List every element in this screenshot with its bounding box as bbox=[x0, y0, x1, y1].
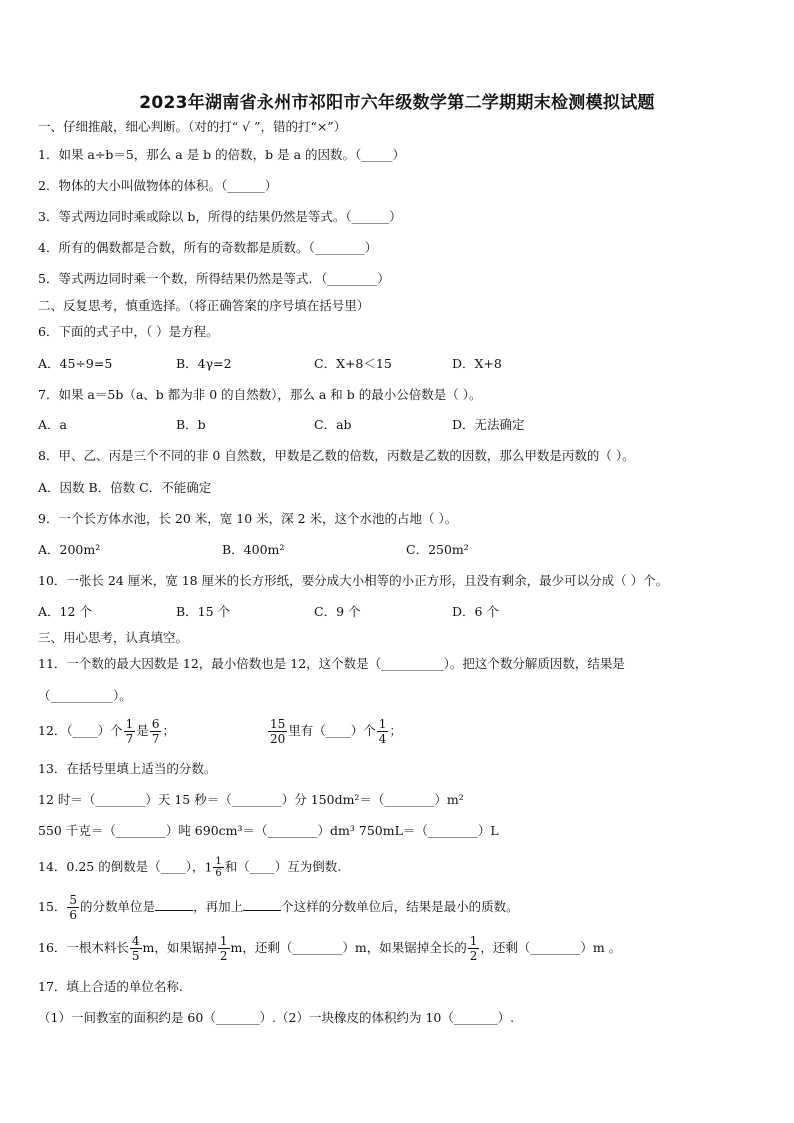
q17-body: （1）一间教室的面积约是 60（_______）.（2）一块橡皮的体积约为 10（_______）. bbox=[38, 1010, 515, 1025]
q12-fraction-3 bbox=[268, 717, 287, 746]
q16-f3-denominator: 2 bbox=[469, 949, 478, 963]
q12-f1-numerator: 1 bbox=[125, 717, 134, 731]
q12-f4-numerator: 1 bbox=[378, 717, 387, 731]
q6-option-b: B．4γ=2 bbox=[176, 356, 232, 371]
q13-row-2: 550 千克＝（________）吨 690cm³＝（________）dm³ 750mL＝（________）L bbox=[38, 823, 499, 838]
q14-suffix: 和（____）互为倒数. bbox=[224, 859, 342, 874]
q15-numerator: 5 bbox=[69, 893, 78, 907]
q14-mixed-number bbox=[204, 850, 224, 885]
question-11-line1: 11．一个数的最大因数是 12，最小倍数也是 12，这个数是（__________）。把这个数分解质因数，结果是 bbox=[38, 656, 625, 671]
q14-fraction bbox=[213, 856, 223, 879]
q12-f3-numerator: 15 bbox=[269, 717, 286, 731]
q6-option-c: C．X+8＜15 bbox=[314, 356, 392, 371]
q12-mid1: 是 bbox=[136, 723, 149, 738]
question-10: 10．一张长 24 厘米，宽 18 厘米的长方形纸，要分成大小相等的小正方形，且没有剩余，最少可以分成（ ）个。 bbox=[38, 573, 669, 588]
q6-option-d: D．X+8 bbox=[452, 356, 502, 371]
q12-mid3: 里有（____）个 bbox=[288, 723, 376, 738]
q9-option-a: A．200m² bbox=[38, 542, 101, 557]
q15-denominator: 6 bbox=[69, 908, 78, 922]
q14-numerator: 1 bbox=[215, 856, 222, 868]
q7-option-c: C．ab bbox=[314, 417, 352, 432]
question-17: 17．填上合适的单位名称. bbox=[38, 979, 183, 994]
q15-prefix: 15． bbox=[38, 899, 67, 914]
q16-f3-numerator: 1 bbox=[469, 934, 478, 948]
q10-option-c: C．9 个 bbox=[314, 604, 361, 619]
question-12 bbox=[38, 713, 402, 749]
question-5: 5．等式两边同时乘一个数，所得结果仍然是等式．（________） bbox=[38, 271, 390, 286]
q13-row-1: 12 时＝（________）天 15 秒＝（________）分 150dm²＝（________）m² bbox=[38, 792, 464, 807]
q10-option-a: A．12 个 bbox=[38, 604, 92, 619]
q16-fraction-2 bbox=[218, 934, 230, 963]
q14-denominator: 6 bbox=[215, 868, 222, 880]
page-title: 2023年湖南省永州市祁阳市六年级数学第二学期期末检测模拟试题 bbox=[139, 93, 655, 113]
q12-fraction-4 bbox=[377, 717, 389, 746]
q16-text2: m，还剩（________）m，如果锯掉全长的 bbox=[230, 940, 467, 955]
q7-option-b: B．b bbox=[176, 417, 206, 432]
question-16 bbox=[38, 930, 621, 966]
question-8: 8．甲、乙、丙是三个不同的非 0 自然数，甲数是乙数的倍数，丙数是乙数的因数，那么甲数是丙数的（ ）。 bbox=[38, 448, 635, 463]
q16-f2-numerator: 1 bbox=[219, 934, 228, 948]
q16-text1: m，如果锯掉 bbox=[142, 940, 217, 955]
q14-prefix: 14．0.25 的倒数是（____）， bbox=[38, 859, 205, 874]
q15-text2: ，再加上 bbox=[193, 899, 244, 914]
question-14 bbox=[38, 850, 341, 885]
q15-blank-1 bbox=[155, 898, 193, 911]
q12-mid2: ； bbox=[162, 723, 175, 738]
question-15 bbox=[38, 889, 519, 925]
q15-blank-2 bbox=[243, 898, 281, 911]
section3-heading: 三、用心思考，认真填空。 bbox=[38, 630, 189, 645]
question-1: 1．如果 a÷b＝5，那么 a 是 b 的倍数，b 是 a 的因数。（_____） bbox=[38, 147, 406, 162]
q9-option-b: B．400m² bbox=[222, 542, 285, 557]
q16-f1-denominator: 5 bbox=[131, 949, 140, 963]
question-11-line2: （__________）。 bbox=[38, 688, 132, 703]
q12-fraction-2 bbox=[150, 717, 162, 746]
q12-prefix: 12．（____）个 bbox=[38, 723, 123, 738]
question-4: 4．所有的偶数都是合数，所有的奇数都是质数。（________） bbox=[38, 240, 378, 255]
q16-f2-denominator: 2 bbox=[219, 949, 228, 963]
q16-f1-numerator: 4 bbox=[131, 934, 140, 948]
q15-fraction bbox=[67, 893, 79, 922]
q12-f2-numerator: 6 bbox=[151, 717, 160, 731]
section2-heading: 二、反复思考，慎重选择。（将正确答案的序号填在括号里） bbox=[38, 298, 370, 313]
q16-fraction-3 bbox=[468, 934, 480, 963]
q12-suffix: ； bbox=[389, 723, 402, 738]
q14-whole: 1 bbox=[204, 859, 213, 875]
q12-f1-denominator: 7 bbox=[125, 732, 134, 746]
section1-heading: 一、仔细推敲，细心判断。（对的打“ √ ”，错的打“×”） bbox=[38, 119, 347, 134]
q12-f4-denominator: 4 bbox=[378, 732, 387, 746]
q8-options: A．因数 B．倍数 C．不能确定 bbox=[38, 480, 212, 495]
q7-option-a: A．a bbox=[38, 417, 67, 432]
question-9: 9．一个长方体水池，长 20 米，宽 10 米，深 2 米，这个水池的占地（ ）。 bbox=[38, 511, 458, 526]
q10-option-b: B．15 个 bbox=[176, 604, 231, 619]
q15-text1: 的分数单位是 bbox=[80, 899, 156, 914]
q10-option-d: D．6 个 bbox=[452, 604, 499, 619]
q6-option-a: A．45÷9=5 bbox=[38, 356, 113, 371]
q16-fraction-1 bbox=[130, 934, 142, 963]
question-13: 13．在括号里填上适当的分数。 bbox=[38, 761, 217, 776]
q7-option-d: D．无法确定 bbox=[452, 417, 525, 432]
question-7: 7．如果 a＝5b（a、b 都为非 0 的自然数），那么 a 和 b 的最小公倍数是（ ）。 bbox=[38, 387, 482, 402]
question-3: 3．等式两边同时乘或除以 b，所得的结果仍然是等式。（______） bbox=[38, 209, 402, 224]
q12-f2-denominator: 7 bbox=[151, 732, 160, 746]
q12-fraction-1 bbox=[124, 717, 136, 746]
q16-prefix: 16．一根木料长 bbox=[38, 940, 129, 955]
q15-text3: 个这样的分数单位后，结果是最小的质数。 bbox=[281, 899, 519, 914]
q12-f3-denominator: 20 bbox=[269, 732, 286, 746]
question-2: 2．物体的大小叫做物体的体积。（______） bbox=[38, 178, 278, 193]
question-6: 6．下面的式子中，（ ）是方程。 bbox=[38, 324, 219, 339]
q16-text3: ，还剩（________）m 。 bbox=[480, 940, 622, 955]
q9-option-c: C．250m² bbox=[406, 542, 469, 557]
